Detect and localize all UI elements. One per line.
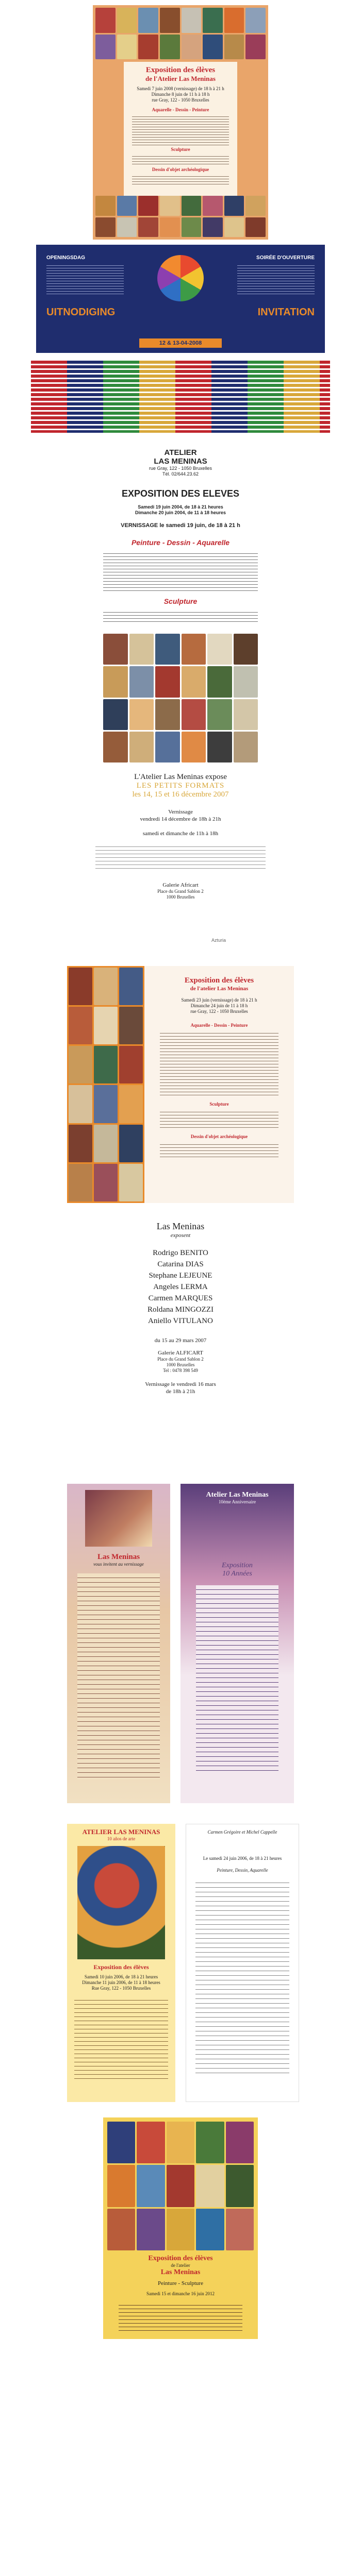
- anniversary-right-sub: 10ème Anniversaire: [218, 1499, 256, 1504]
- invitation-left-sub: OPENINGSDAG: [46, 255, 86, 261]
- petits-formats-vern-date: vendredi 14 décembre de 18h à 21h: [140, 816, 221, 822]
- participants-list: [0, 355, 361, 438]
- petits-formats-line3: les 14, 15 et 16 décembre 2007: [132, 790, 229, 799]
- exposent-dates: du 15 au 29 mars 2007: [154, 1337, 207, 1344]
- poster-2008-dates2: Dimanche 8 juin de 11 h à 18 h: [151, 92, 210, 97]
- expo-2007-content: [150, 976, 289, 1159]
- exposent-gallery: Galerie ALFICART: [158, 1350, 203, 1356]
- exposent-gallery-addr: Place du Grand Sablon 2: [157, 1357, 204, 1362]
- expo-2007-frame: [67, 966, 294, 1203]
- petits-formats-photo-grid: [103, 634, 258, 762]
- artist-name: Aniello VITULANO: [148, 1317, 213, 1325]
- expo-2007-dates: Samedi 23 juin (vernissage) de 18 à 21 h: [181, 997, 257, 1003]
- petits-formats-open: samedi et dimanche de 11h à 18h: [142, 831, 219, 837]
- poster-2008-sculpture-names: [132, 154, 229, 165]
- invitation-left-text: [46, 263, 124, 294]
- expo-2004-dates: Samedi 19 juin 2004, de 18 à 21 heures: [138, 504, 223, 510]
- poster-2008-mosaic-bottom: [93, 193, 268, 240]
- bottom-poster: [0, 2112, 361, 2576]
- petits-formats-gallery-addr: Place du Grand Sablon 2: [157, 889, 204, 894]
- anniversary-flyers: [0, 1479, 361, 1814]
- bottom-poster-text: [119, 2302, 242, 2333]
- expo-2007: [0, 963, 361, 1206]
- invitation-right-title: INVITATION: [257, 307, 315, 318]
- petits-formats-gallery-city: 1000 Bruxelles: [166, 894, 195, 900]
- expo-2006-right-line: Le samedi 24 juin 2006, de 18 à 21 heures: [203, 1856, 282, 1861]
- las-meninas-exposent: [0, 1211, 361, 1479]
- expo-2006-address: Rue Gray, 122 - 1050 Bruxelles: [91, 1986, 151, 1991]
- invitation-card: [0, 242, 361, 355]
- artist-name: Roldana MINGOZZI: [147, 1306, 214, 1314]
- participants-text-block: [31, 361, 330, 433]
- petits-formats-line2: LES PETITS FORMATS: [136, 782, 225, 790]
- exposent-vernissage: Vernissage le vendredi 16 mars: [145, 1381, 216, 1387]
- poster-2008-content: [124, 62, 237, 196]
- expo-2006-right-section: Peinture, Dessin, Aquarelle: [217, 1868, 268, 1873]
- petits-formats-text: [77, 773, 284, 900]
- expo-2006-title: Exposition des élèves: [93, 1963, 149, 1971]
- poster-2008-names-block: [132, 114, 229, 145]
- exposent-gallery-city: 1000 Bruxelles: [166, 1362, 195, 1367]
- expo-2004-section2: Sculpture: [163, 597, 198, 605]
- poster-2008-title: Exposition des élèves: [145, 66, 216, 74]
- anniversary-left-painting: [85, 1490, 152, 1547]
- expo-2004-painters: [103, 551, 258, 592]
- expo-2007-section3: Dessin d'objet archéologique: [190, 1134, 248, 1139]
- invitation-right-text: [237, 263, 315, 294]
- bottom-poster-subtitle: de l'atelier: [171, 2263, 190, 2268]
- expo-2004-address: rue Gray, 122 - 1050 Bruxelles: [149, 466, 212, 471]
- expo-2006-top2: 10 años de arte: [107, 1836, 136, 1841]
- expo-2007-subtitle: de l'atelier Las Meninas: [190, 986, 249, 992]
- expo-2007-address: rue Gray, 122 - 1050 Bruxelles: [190, 1009, 248, 1014]
- artist-name: Stephane LEJEUNE: [149, 1272, 212, 1280]
- pinwheel-logo-icon: [157, 255, 204, 301]
- artist-names-list: [0, 1247, 361, 1327]
- bottom-poster-mosaic: [107, 2122, 254, 2250]
- poster-2008-section3: Dessin d'objet archéologique: [152, 167, 209, 172]
- invitation-card-frame: [36, 245, 325, 353]
- poster-2008-subtitle: de l'Atelier Las Meninas: [145, 75, 216, 82]
- poster-2008-section2: Sculpture: [171, 147, 190, 152]
- invitation-right-sub: SOIRÉE D'OUVERTURE: [256, 255, 315, 261]
- expo-2006-top: ATELIER LAS MENINAS: [82, 1828, 160, 1836]
- expo-2004-tel: Tél. 02/644.23.62: [162, 471, 199, 477]
- expo-2006-left-text: [74, 1996, 168, 2079]
- exposent-vern-time: de 18h à 21h: [166, 1388, 195, 1395]
- artist-name: Carmen MARQUES: [148, 1294, 213, 1302]
- expo-2004-title: EXPOSITION DES ELEVES: [121, 488, 240, 499]
- expo-2006-painting: [77, 1846, 165, 1959]
- expo-2007-section2: Sculpture: [209, 1101, 229, 1107]
- expo-2004-dates2: Dimanche 20 juin 2004, de 11 à 18 heures: [135, 510, 226, 515]
- anniversary-left-sub: vous invitent au vernissage: [93, 1562, 144, 1567]
- anniversary-left-text: [77, 1573, 160, 1780]
- expo-2006-right-header: Carmen Grégoire et Michel Cappelle: [207, 1829, 277, 1835]
- exposent-tel: Tel : 0478 398 549: [163, 1368, 198, 1373]
- petits-formats-gallery: Galerie Africart: [162, 882, 199, 888]
- expo-2004-section1: Peinture - Dessin - Aquarelle: [131, 538, 230, 547]
- poster-2008-address: rue Gray, 122 - 1050 Bruxelles: [152, 97, 209, 103]
- petits-formats: [0, 629, 361, 958]
- anniversary-left: [67, 1484, 170, 1803]
- petits-formats-artists: [95, 843, 266, 869]
- exposent-sub: exposent: [170, 1232, 191, 1239]
- expo-2006-dates: Samedi 10 juin 2006, de 18 à 21 heures: [84, 1974, 158, 1979]
- expo-2006-dates2: Dimanche 11 juin 2006, de 11 à 18 heures: [82, 1980, 160, 1985]
- anniversary-right-text: [196, 1585, 278, 1771]
- poster-2008-frame: [93, 5, 268, 240]
- expo-2007-painters: [160, 1030, 278, 1097]
- invitation-left-title: UITNODIGING: [46, 307, 116, 318]
- expo-2007-archeo: [160, 1142, 278, 1157]
- expo-2007-dates2: Dimanche 24 juin de 11 à 18 h: [190, 1003, 248, 1008]
- expo-2006-right: [186, 1824, 299, 2102]
- petits-formats-sponsor: Azturia: [211, 938, 226, 943]
- expo-2004-vernissage: VERNISSAGE le samedi 19 juin, de 18 à 21 h: [121, 522, 240, 529]
- bottom-poster-frame: [103, 2117, 258, 2339]
- anniversary-right: [180, 1484, 294, 1803]
- expo-2007-mosaic-left: [67, 966, 144, 1203]
- poster-2008-dates: Samedi 7 juin 2008 (vernissage) de 18 h à 21 h: [137, 86, 224, 91]
- bottom-poster-name: Las Meninas: [160, 2268, 201, 2276]
- petits-formats-line1: L'Atelier Las Meninas expose: [134, 773, 227, 781]
- expo-2004-sculptors: [103, 609, 258, 623]
- artist-name: Angeles LERMA: [153, 1283, 208, 1291]
- bottom-poster-dates: Samedi 15 et dimanche 16 juin 2012: [146, 2291, 215, 2296]
- exposent-title: Las Meninas: [156, 1221, 205, 1231]
- expo-2007-sculptors: [160, 1109, 278, 1130]
- expo-2004-name: LAS MENINAS: [154, 457, 207, 466]
- expo-2004: [0, 443, 361, 623]
- bottom-poster-title: Exposition des élèves: [148, 2255, 213, 2262]
- expo-2007-section1: Aquarelle - Dessin - Peinture: [190, 1023, 248, 1028]
- expo-2006-left: [67, 1824, 175, 2102]
- anniversary-right-years: 10 Années: [222, 1570, 252, 1578]
- poster-2008-mosaic-top: [93, 5, 268, 62]
- anniversary-left-title: Las Meninas: [97, 1553, 140, 1561]
- artist-name: Rodrigo BENITO: [153, 1249, 208, 1257]
- petits-formats-vernissage: Vernissage: [168, 809, 193, 815]
- anniversary-right-title: Atelier Las Meninas: [206, 1491, 269, 1499]
- anniversary-right-expo: Exposition: [222, 1562, 253, 1569]
- expo-2007-title: Exposition des élèves: [184, 976, 254, 985]
- poster-2008: [0, 0, 361, 242]
- artist-name: Catarina DIAS: [157, 1260, 204, 1268]
- poster-2008-section1: Aquarelle - Dessin - Peinture: [152, 107, 209, 112]
- bottom-poster-section: Peinture - Sculpture: [158, 2280, 203, 2286]
- expo-2006-right-text: [195, 1878, 289, 2074]
- expo-2004-atelier: ATELIER: [164, 448, 197, 457]
- expo-2006: [0, 1819, 361, 2107]
- poster-2008-archeo-names: [132, 174, 229, 185]
- invitation-date: 12 & 13-04-2008: [139, 338, 222, 348]
